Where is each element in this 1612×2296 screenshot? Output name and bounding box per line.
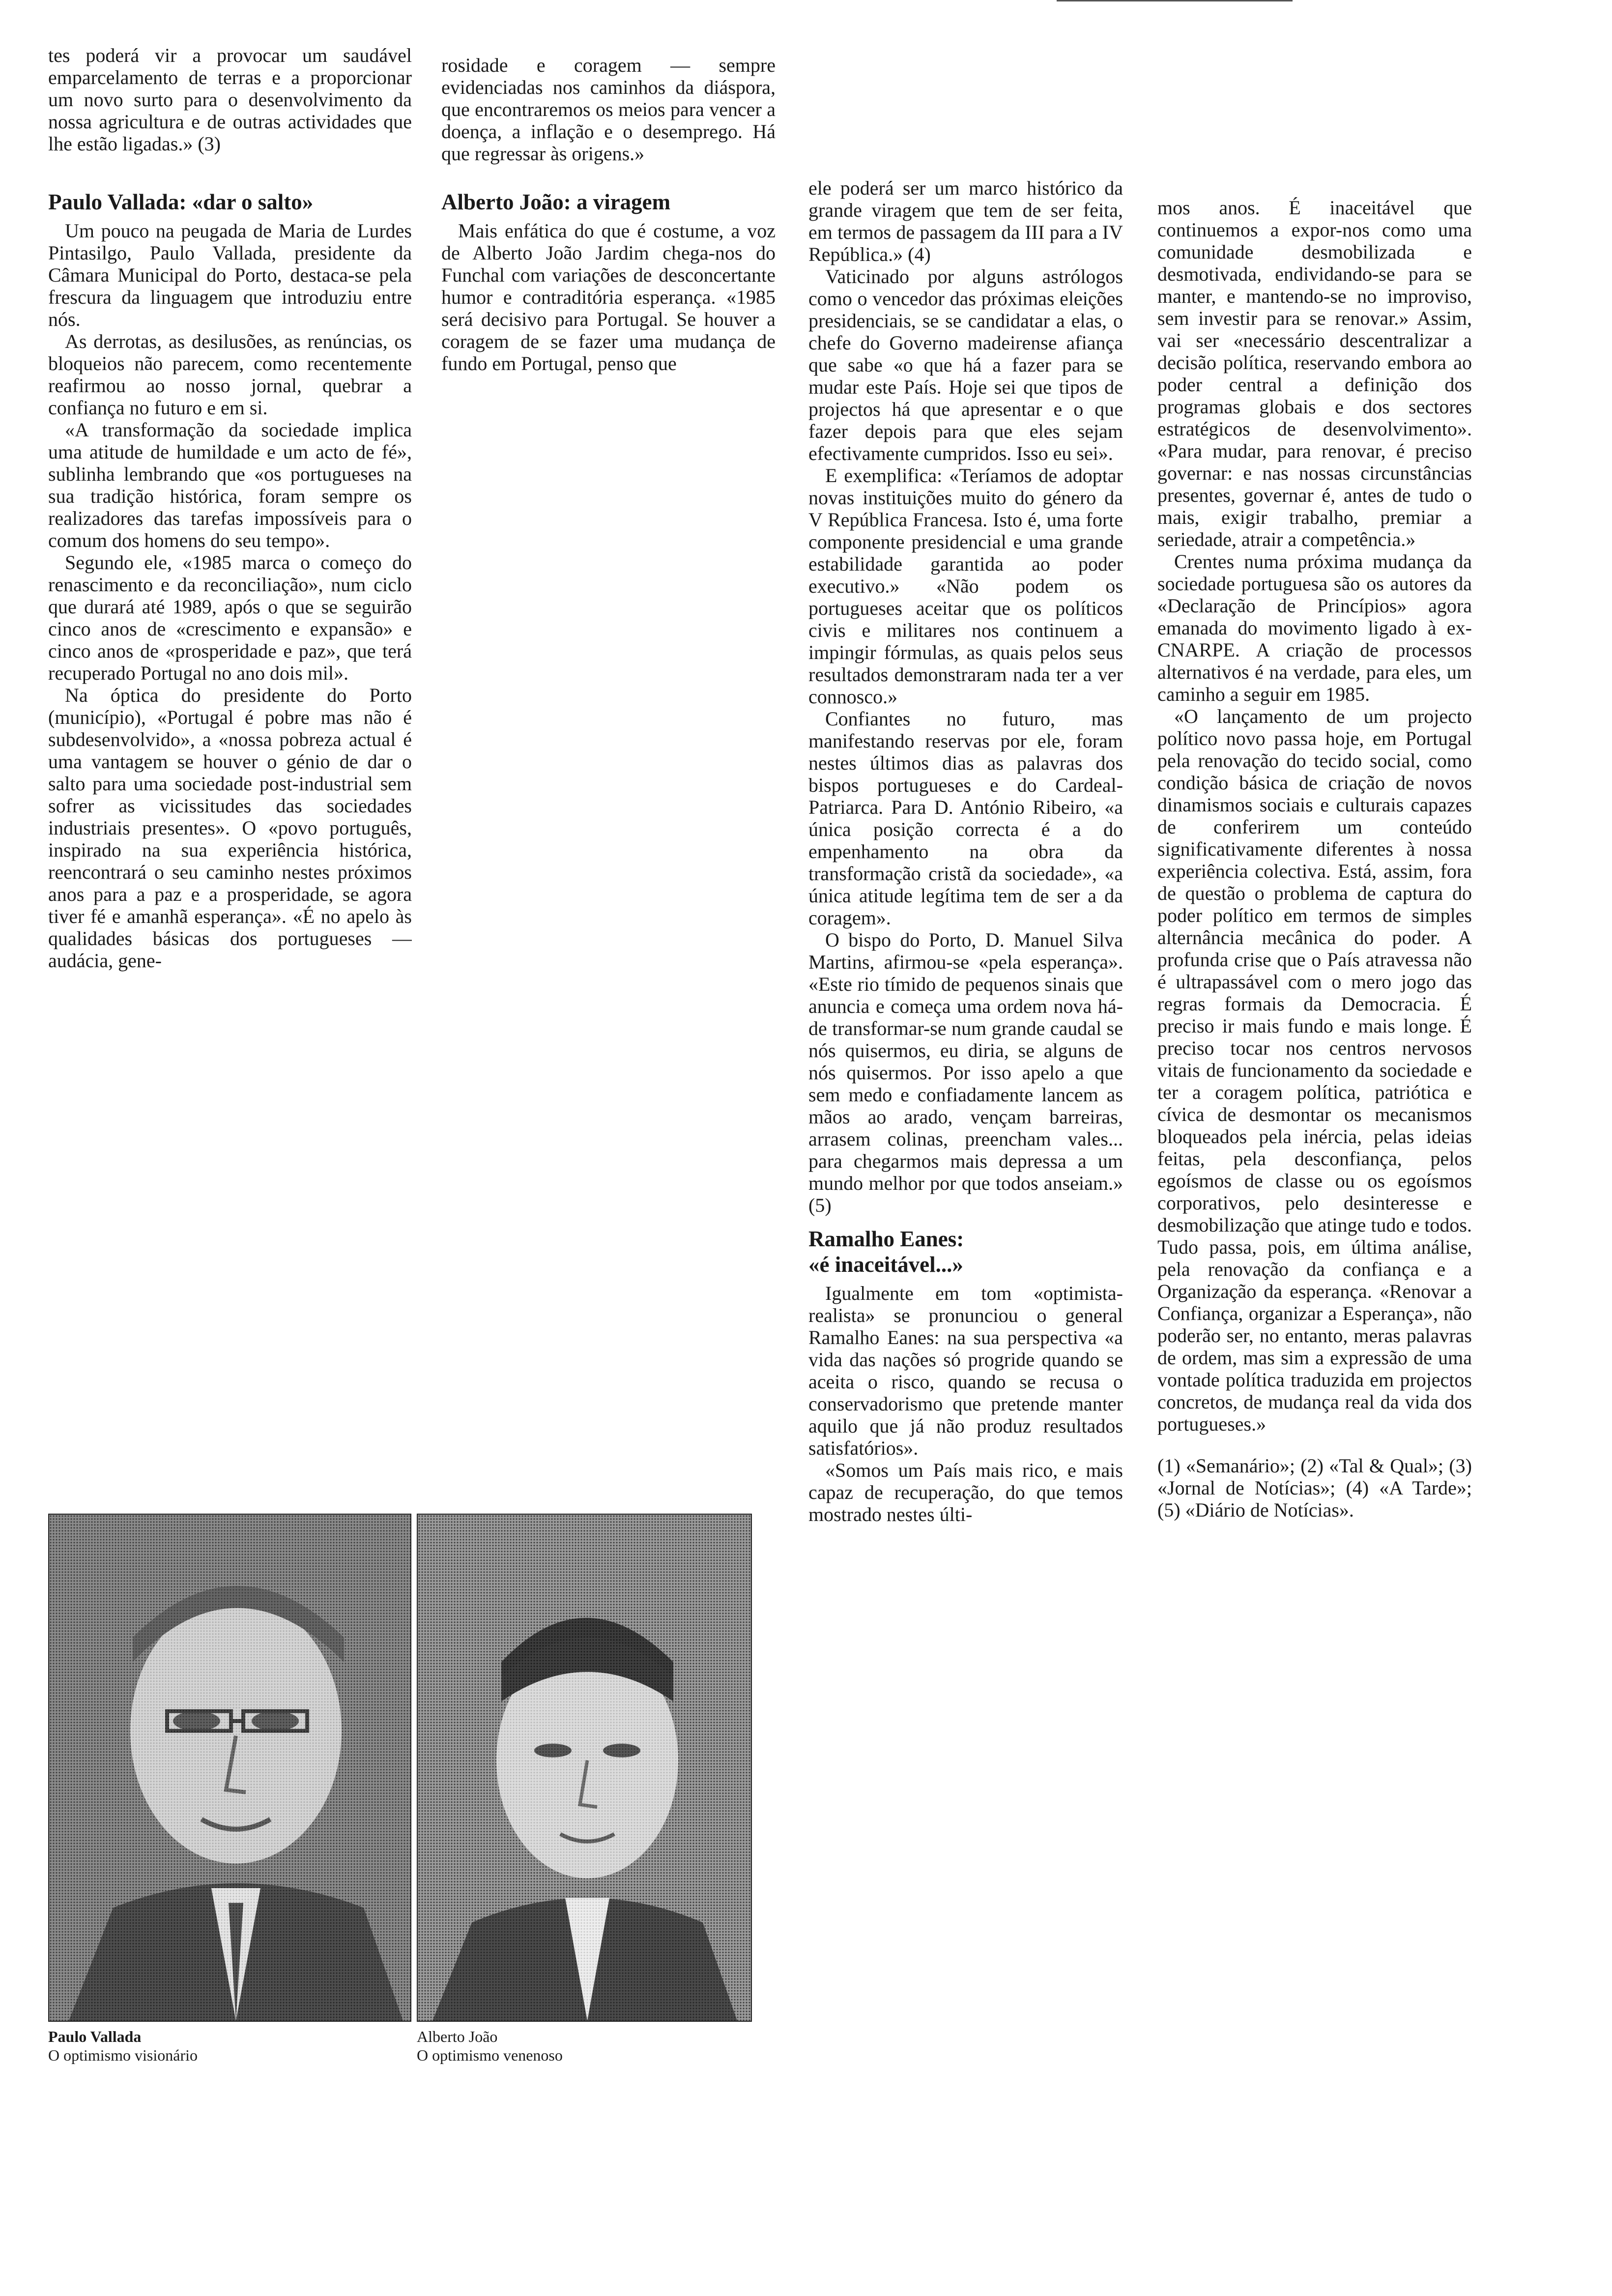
paragraph: ele poderá ser um marco histórico da grande viragem que tem de ser feita, em termos de passagem da III para a IV República.» (4) — [808, 177, 1123, 265]
paragraph: As derrotas, as desilusões, as renúncias, os bloqueios não parecem, como recentemente reafirmou ao nosso jornal, quebrar a confiança no futuro e em si. — [48, 330, 412, 419]
heading-line: Ramalho Eanes: — [808, 1227, 964, 1251]
article-column-1 — [48, 44, 412, 1499]
section-heading-alberto-joao: Alberto João: a viragem — [441, 190, 671, 214]
heading-line: «é inaceitável...» — [808, 1252, 963, 1277]
column-2-lead: rosidade e coragem — sempre evidenciadas nos caminhos da diáspora, que encontraremos os meios para vencer a doença, a inflação e o desemprego. Há que regressar às origens.» — [441, 54, 776, 165]
caption-text: O optimismo visionário — [48, 2046, 198, 2064]
photo-paulo-vallada — [48, 1514, 411, 2022]
caption-name: Paulo Vallada — [48, 2028, 142, 2045]
column-1-lead: tes poderá vir a provocar um saudável emparcelamento de terras e a proporcionar um novo surto para o desenvolvimento da nossa agricultura e de outras actividades que lhe estão ligadas.» (3) — [48, 44, 412, 155]
paragraph: Mais enfática do que é costume, a voz de Alberto João Jardim chega-nos do Funchal com variações de desconcertante humor e contraditória esperança. «1985 será decisivo para Portugal. Se houver a coragem de se fazer uma mudança de fundo em Portugal, penso que — [441, 220, 776, 374]
section-heading-ramalho-eanes — [808, 1226, 1123, 1277]
portrait-image — [49, 1515, 410, 2021]
paragraph: Igualmente em tom «optimista-realista» se pronunciou o general Ramalho Eanes: na sua perspectiva «a vida das nações só progride quando se aceita o risco, quando se recusa o conservadorismo que pretende manter aquilo que já não produz resultados satisfatórios». — [808, 1282, 1123, 1459]
paragraph: mos anos. É inaceitável que continuemos a expor-nos como uma comunidade desmobilizada e desmotivada, endividando-se para se manter, e mantendo-se no improviso, sem investir para se renovar.» Assim, vai ser «necessário descentralizar a decisão política, reservando embora ao poder central a definição dos programas globais e dos sectores estratégicos de desenvolvimento». «Para mudar, para renovar, é preciso governar: e nas nossas circunstâncias presentes, governar é, antes de tudo o mais, exigir trabalho, premiar a seriedade, atrair a competência.» — [1157, 197, 1472, 550]
portrait-image — [418, 1515, 751, 2021]
footnotes — [1157, 1455, 1472, 1521]
paragraph: E exemplifica: «Teríamos de adoptar novas instituições muito do género da V República Francesa. Isto é, uma forte componente presidencial e uma grande estabilidade garantida ao poder executivo.» «Não podem os portugueses aceitar que os políticos civis e militares nos continuem a impingir fórmulas, as quais pelos seus resultados demonstraram nada ter a ver connosco.» — [808, 464, 1123, 708]
article-column-2 — [441, 54, 776, 575]
caption-name: Alberto João — [417, 2028, 498, 2045]
paragraph: «A transformação da sociedade implica uma atitude de humildade e um acto de fé», sublinha lembrando que «os portugueses na sua tradição histórica, foram sempre os realizadores das tarefas impossíveis para o comum dos homens do seu tempo». — [48, 419, 412, 551]
article-column-4 — [1157, 197, 1472, 1985]
paragraph: «Somos um País mais rico, e mais capaz de recuperação, do que temos mostrado nestes últi- — [808, 1459, 1123, 1525]
paragraph: O bispo do Porto, D. Manuel Silva Martins, afirmou-se «pela esperança». «Este rio tímido de pequenos sinais que anuncia e começa uma ordem nova há-de transformar-se num grande caudal se nós quisermos, eu diria, se alguns de nós quisermos. Por isso apelo a que sem medo e confiadamente lancem as mãos ao arado, vençam barreiras, arrasem colinas, preencham vales... para chegarmos mais depressa a um mundo melhor por que todos anseiam.» (5) — [808, 929, 1123, 1216]
article-column-3 — [808, 177, 1123, 1976]
photo-caption-alberto-joao — [417, 2027, 750, 2065]
footnote-text: (1) «Semanário»; (2) «Tal & Qual»; (3) «Jornal de Notícias»; (4) «A Tarde»; (5) «Diário de Notícias». — [1157, 1455, 1472, 1521]
header-rule — [1057, 0, 1293, 1]
photo-alberto-joao — [417, 1514, 752, 2022]
section-heading-paulo-vallada: Paulo Vallada: «dar o salto» — [48, 190, 314, 214]
paragraph: Um pouco na peugada de Maria de Lurdes Pintasilgo, Paulo Vallada, presidente da Câmara Municipal do Porto, destaca-se pela frescura da linguagem que introduziu entre nós. — [48, 220, 412, 330]
paragraph: Confiantes no futuro, mas manifestando reservas por ele, foram nestes últimos dias as palavras dos bispos portugueses e do Cardeal-Patriarca. Para D. António Ribeiro, «a única posição correcta é a do empenhamento na obra da transformação cristã da sociedade», «a única atitude legítima tem de ser a da coragem». — [808, 708, 1123, 929]
photo-caption-paulo-vallada — [48, 2027, 409, 2065]
paragraph: Na óptica do presidente do Porto (município), «Portugal é pobre mas não é subdesenvolvido», a «nossa pobreza actual é uma vantagem se houver o génio de dar o salto para uma sociedade post-industrial sem sofrer as vicissitudes das sociedades industriais presentes». O «povo português, inspirado na sua experiência histórica, reencontrará o seu caminho nestes próximos anos para a paz e a prosperidade, se agora tiver fé e amanhã esperança». «É no apelo às qualidades básicas dos portugueses — audácia, gene- — [48, 684, 412, 972]
paragraph: Segundo ele, «1985 marca o começo do renascimento e da reconciliação», num ciclo que durará até 1989, após o que se seguirão cinco anos de «crescimento e expansão» e cinco anos de «prosperidade e paz», que terá recuperado Portugal no ano dois mil». — [48, 551, 412, 684]
caption-text: O optimismo venenoso — [417, 2046, 563, 2064]
paragraph: Vaticinado por alguns astrólogos como o vencedor das próximas eleições presidenciais, se se candidatar a elas, o chefe do Governo madeirense afiança que sabe «o que há a fazer para se mudar este País. Hoje sei que tipos de projectos há que apresentar e o que fazer depois para que eles sejam efectivamente cumpridos. Isso eu sei». — [808, 265, 1123, 464]
paragraph: Crentes numa próxima mudança da sociedade portuguesa são os autores da «Declaração de Princípios» agora emanada do movimento ligado à ex-CNARPE. A criação de processos alternativos é na verdade, para eles, um caminho a seguir em 1985. — [1157, 550, 1472, 705]
paragraph: «O lançamento de um projecto político novo passa hoje, em Portugal pela renovação do tecido social, como condição básica de criação de novos dinamismos sociais e culturais capazes de conferirem um conteúdo significativamente diferentes à nossa experiência colectiva. Está, assim, fora de questão o problema de captura do poder político em termos de simples alternância mecânica do poder. A profunda crise que o País atravessa não é ultrapassável com o mero jogo das regras formais da Democracia. É preciso ir mais fundo e mais longe. É preciso tocar nos centros nervosos vitais de funcionamento da sociedade e ter a coragem política, patriótica e cívica de desmontar os mecanismos bloqueados pela inércia, pelas ideias feitas, pela desconfiança, pelos egoísmos de classe ou os egoísmos corporativos, pelo desinteresse e desmobilização que atinge tudo e todos. Tudo passa, pois, em última análise, pela renovação da confiança e a Organização da esperança. «Renovar a Confiança, organizar a Esperança», não poderão ser, no entanto, meras palavras de ordem, mas sim a expressão de uma vontade política traduzida em projectos concretos, de mudança real da vida dos portugueses.» — [1157, 705, 1472, 1435]
